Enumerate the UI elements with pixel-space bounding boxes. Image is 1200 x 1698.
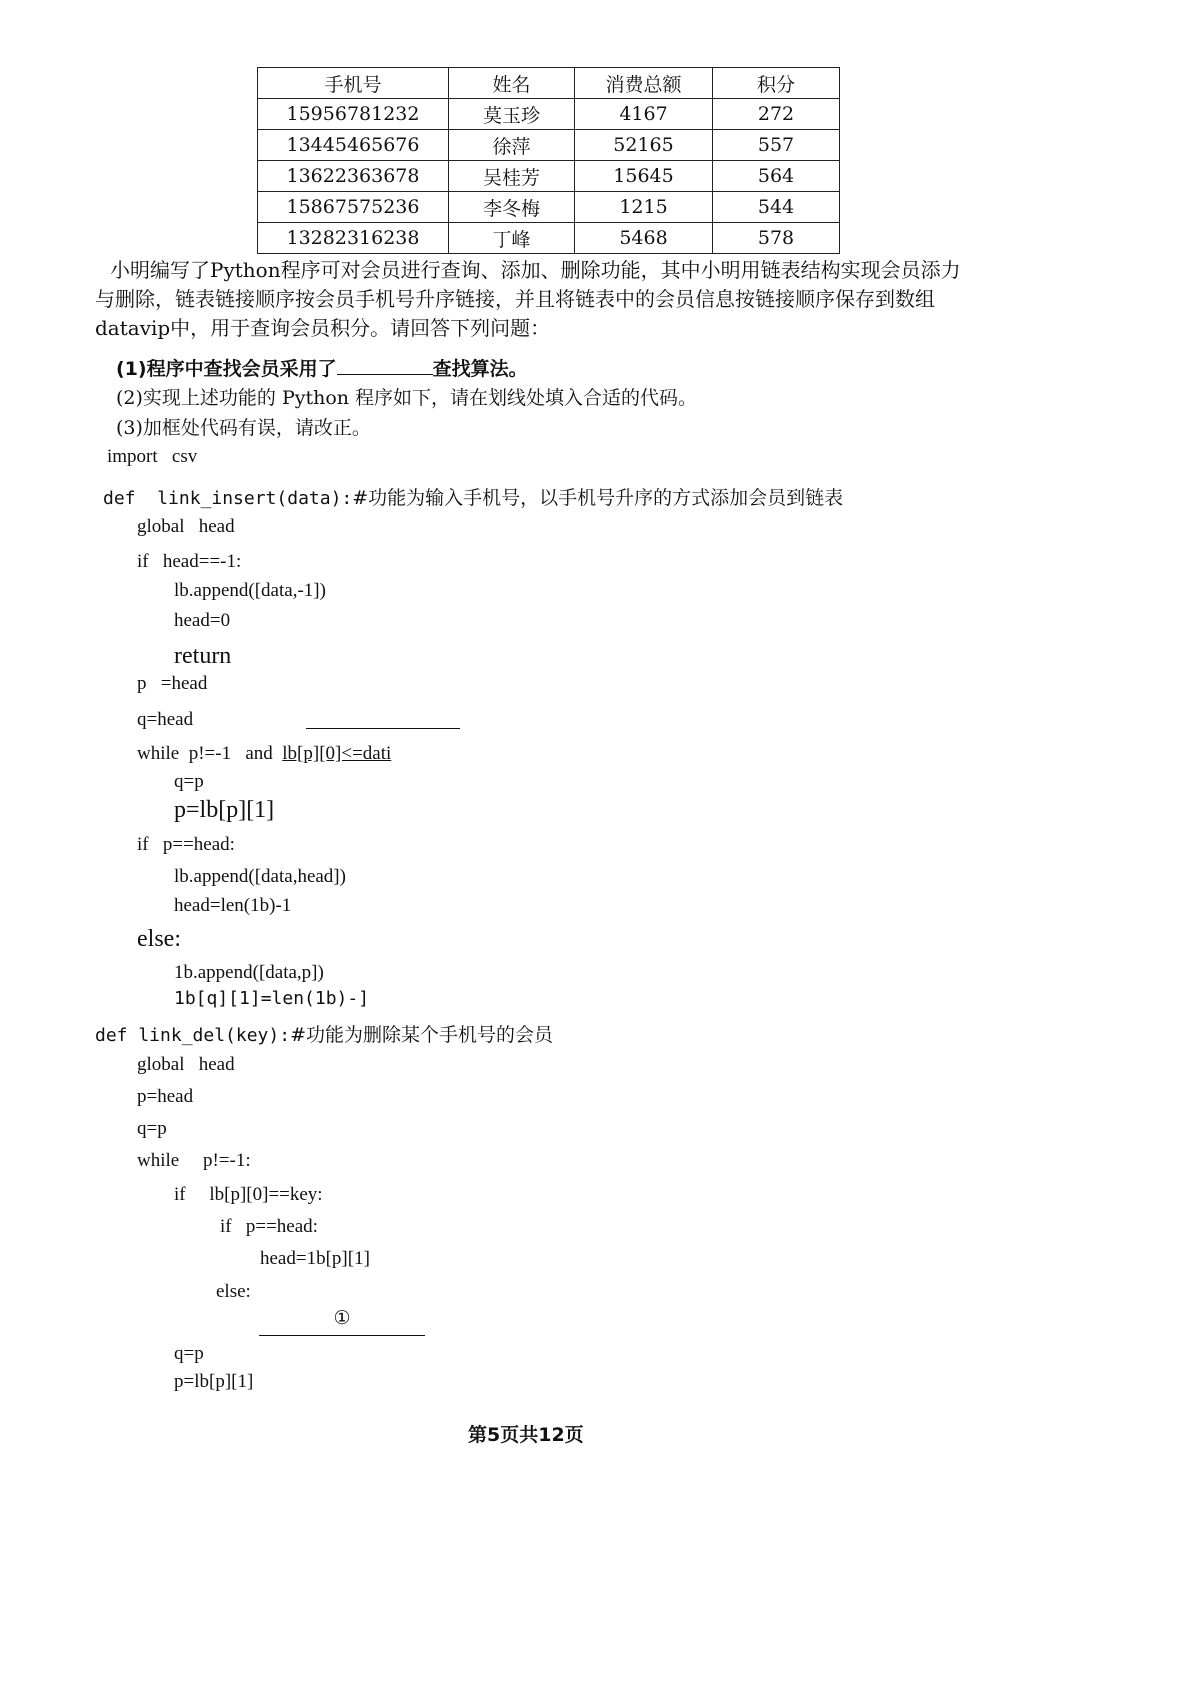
- cell-phone: 13622363678: [258, 161, 449, 192]
- cell-points: 272: [713, 99, 840, 130]
- code-q-p-2: q=p: [137, 1118, 167, 1139]
- member-table: [257, 67, 840, 254]
- code-head-next: head=1b[p][1]: [260, 1248, 370, 1269]
- intro-line-2: 与删除，链表链接顺序按会员手机号升序链接，并且将链表中的会员信息按链接顺序保存到数组: [95, 287, 935, 311]
- question-2: (2)实现上述功能的 Python 程序如下，请在划线处填入合适的代码。: [116, 387, 698, 409]
- code-else-1: else:: [137, 926, 181, 952]
- cell-points: 544: [713, 192, 840, 223]
- code-if-p-head-2: if p==head:: [220, 1216, 318, 1237]
- cell-points: 557: [713, 130, 840, 161]
- code-def-insert: def link_insert(data):: [103, 488, 353, 509]
- question-1: [116, 354, 528, 381]
- cell-total: 1215: [575, 192, 713, 223]
- code-global-2: global head: [137, 1054, 235, 1075]
- intro-line-3: datavip中，用于查询会员积分。请回答下列问题：: [95, 316, 551, 340]
- cell-total: 15645: [575, 161, 713, 192]
- question-1-prefix: (1)程序中查找会员采用了: [116, 358, 337, 380]
- header-name: 姓名: [449, 68, 575, 99]
- code-while-cond: lb[p][0]<=dati: [282, 743, 392, 764]
- table-header-row: [258, 68, 840, 99]
- table-row: [258, 192, 840, 223]
- code-head-len: head=len(1b)-1: [174, 895, 292, 916]
- cell-total: 52165: [575, 130, 713, 161]
- cell-phone: 15956781232: [258, 99, 449, 130]
- code-if-head: if head==-1:: [137, 551, 242, 572]
- code-p-next-2: p=lb[p][1]: [174, 1371, 254, 1392]
- cell-total: 5468: [575, 223, 713, 254]
- code-while-prefix: while p!=-1 and: [137, 743, 283, 764]
- cell-phone: 13282316238: [258, 223, 449, 254]
- cell-name: 吴桂芳: [449, 161, 575, 192]
- code-if-p-head: if p==head:: [137, 834, 235, 855]
- code-p-head: p =head: [137, 673, 208, 694]
- code-while-2: while p!=-1:: [137, 1150, 251, 1171]
- question-3: (3)加框处代码有误，请改正。: [116, 417, 371, 439]
- intro-line-1: 小明编写了Python程序可对会员进行查询、添加、删除功能，其中小明用链表结构实现会员添力: [110, 258, 961, 282]
- code-return: return: [174, 643, 232, 669]
- code-q-p-1: q=p: [174, 771, 204, 792]
- page-footer: 第5页共12页: [468, 1424, 584, 1446]
- code-if-key: if lb[p][0]==key:: [174, 1184, 323, 1205]
- code-p-head-2: p=head: [137, 1086, 194, 1107]
- code-comment-del: #功能为删除某个手机号的会员: [290, 1024, 553, 1046]
- cell-phone: 15867575236: [258, 192, 449, 223]
- answer-blank: [337, 356, 433, 375]
- cell-total: 4167: [575, 99, 713, 130]
- cell-phone: 13445465676: [258, 130, 449, 161]
- table-row: [258, 99, 840, 130]
- code-q-head: q=head: [137, 709, 194, 730]
- cell-name: 李冬梅: [449, 192, 575, 223]
- table-row: [258, 223, 840, 254]
- code-else-2: else:: [216, 1281, 251, 1302]
- cell-name: 莫玉珍: [449, 99, 575, 130]
- code-set-next: 1b[q][1]=len(1b)-]: [174, 988, 370, 1009]
- code-q-p-3: q=p: [174, 1343, 204, 1364]
- cell-name: 丁峰: [449, 223, 575, 254]
- code-import: import csv: [107, 446, 198, 467]
- code-append-1: lb.append([data,-1]): [174, 580, 326, 601]
- header-total: 消费总额: [575, 68, 713, 99]
- code-def-del: def link_del(key):: [95, 1025, 291, 1046]
- header-phone: 手机号: [258, 68, 449, 99]
- header-points: 积分: [713, 68, 840, 99]
- code-def-insert-line: [103, 483, 843, 510]
- code-head-0: head=0: [174, 610, 231, 631]
- cell-points: 564: [713, 161, 840, 192]
- question-1-suffix: 查找算法。: [432, 358, 528, 380]
- table-row: [258, 130, 840, 161]
- code-blank-line: [306, 704, 460, 729]
- cell-points: 578: [713, 223, 840, 254]
- code-append-3: 1b.append([data,p]): [174, 962, 324, 983]
- code-blank-1: ①: [259, 1307, 425, 1336]
- code-global-1: global head: [137, 516, 235, 537]
- table-row: [258, 161, 840, 192]
- code-def-del-line: [95, 1020, 553, 1047]
- code-while-1: [137, 743, 391, 765]
- cell-name: 徐萍: [449, 130, 575, 161]
- code-p-next-1: p=lb[p][1]: [174, 797, 275, 823]
- code-comment-insert: #功能为输入手机号，以手机号升序的方式添加会员到链表: [352, 487, 844, 509]
- code-append-2: lb.append([data,head]): [174, 866, 346, 887]
